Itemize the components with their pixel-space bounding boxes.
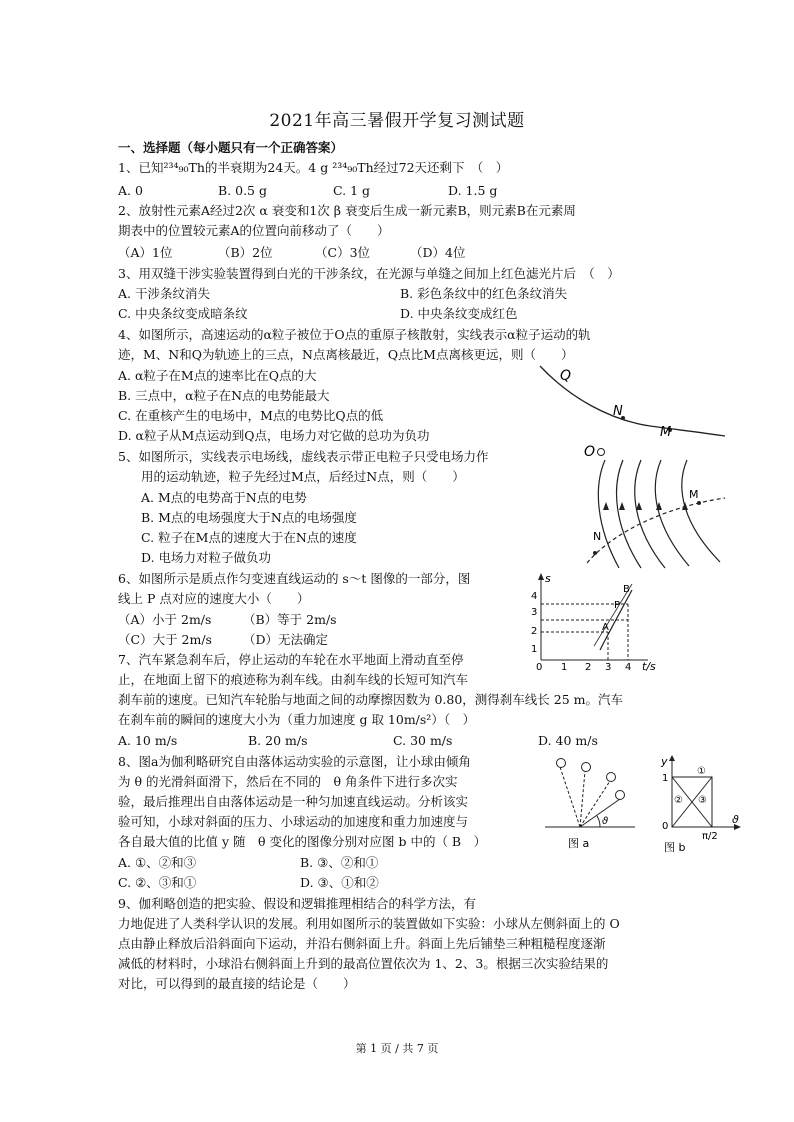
label-q: Q: [560, 368, 572, 384]
q8-stem-line3: 验，最后推理出自由落体运动是一种匀加速直线运动。分析该实: [118, 794, 469, 809]
q8-stem-line5: 各自最大值的比值 y 随 θ 变化的图像分别对应图 b 中的（ B ）: [118, 834, 487, 849]
label-m: M: [689, 488, 699, 501]
q8-figure-a: [540, 755, 640, 855]
q2-stem-line1: 2、放射性元素A经过2次 α 衰变和1次 β 衰变后生成一新元素B，则元素B在元素周: [118, 203, 576, 218]
figure-b-caption: 图 b: [664, 841, 686, 854]
point-n: [593, 551, 597, 555]
axis-label-theta: ϑ: [732, 813, 739, 826]
q4-stem-line1: 4、如图所示，高速运动的α粒子被位于O点的重原子核散射，实线表示α粒子运动的轨: [118, 327, 591, 342]
q6-stem-line1: 6、如图所示是质点作匀变速直线运动的 s～t 图像的一部分，图: [118, 571, 471, 586]
point-m: [697, 501, 701, 505]
point-a-label: A: [602, 622, 609, 633]
q7-option-c: C. 30 m/s: [393, 733, 453, 748]
q5-figure: [575, 458, 735, 573]
q7-stem-line3: 刹车前的速度。已知汽车轮胎与地面之间的动摩擦因数为 0.80，测得刹车线长 25 m。汽车: [118, 692, 624, 707]
incline-line: [560, 767, 580, 827]
q9-stem-line1: 9、伽利略创造的把实验、假设和逻辑推理相结合的科学方法，有: [118, 896, 476, 911]
curve-label-2: ②: [674, 795, 683, 806]
ball-icon: [557, 759, 566, 768]
arrow-icon: [682, 502, 688, 510]
q3-option-d: D. 中央条纹变成红色: [400, 306, 518, 321]
label-o: O: [584, 444, 596, 458]
ball-icon: [607, 773, 616, 782]
q2-stem-line2: 期表中的位置较元素A的位置向前移动了（ ）: [118, 223, 390, 238]
field-line: [682, 460, 720, 562]
q2-option-d: （D）4位: [410, 245, 466, 260]
origin-label: 0: [536, 662, 543, 672]
q1-stem: 1、已知²³⁴₉₀Th的半衰期为24天。4 g ²³⁴₉₀Th经过72天还剩下 （ ）: [118, 160, 509, 175]
q2-option-a: （A）1位: [118, 245, 173, 260]
point-p-label: P: [614, 600, 621, 611]
q6-option-d: （D）无法确定: [243, 632, 329, 647]
q1-option-d: D. 1.5 g: [448, 183, 498, 198]
q6-stem-line2: 线上 P 点对应的速度大小（ ）: [118, 591, 310, 606]
origin-label: 0: [662, 821, 669, 832]
q3-option-a: A. 干涉条纹消失: [118, 286, 210, 301]
y-tick-3: 3: [531, 607, 538, 618]
page-title: 2021年高三暑假开学复习测试题: [269, 111, 525, 131]
section-heading: 一、选择题（每小题只有一个正确答案）: [118, 140, 344, 155]
q8-stem-line1: 8、图a为伽利略研究自由落体运动实验的示意图，让小球由倾角: [118, 754, 471, 769]
angle-arc: [597, 816, 600, 827]
arrow-icon: [619, 502, 625, 510]
q5-option-c: C. 粒子在M点的速度大于在N点的速度: [141, 530, 357, 545]
q9-stem-line4: 减低的材料时，小球沿右侧斜面上升到的最高位置依次为 1、2、3。根据三次实验结果的: [118, 956, 609, 971]
q5-option-b: B. M点的电场强度大于N点的电场强度: [141, 510, 357, 525]
field-line: [655, 460, 689, 566]
q8-figure-b: [648, 755, 748, 855]
nucleus-o: [598, 449, 605, 456]
q3-stem: 3、用双缝干涉实验装置得到白光的干涉条纹，在光源与单缝之间加上红色滤光片后 （ ）: [118, 266, 620, 281]
page-footer: 第 1 页 / 共 7 页: [355, 1042, 439, 1055]
arrow-icon: [669, 755, 675, 761]
field-line: [635, 460, 665, 568]
q3-option-b: B. 彩色条纹中的红色条纹消失: [400, 286, 568, 301]
q9-stem-line5: 对比，可以得到的最直接的结论是（ ）: [118, 976, 356, 991]
q5-option-d: D. 电场力对粒子做负功: [141, 550, 272, 565]
label-n: N: [593, 530, 602, 543]
q4-stem-line2: 迹，M、N和Q为轨迹上的三点，N点离核最近，Q点比M点离核更远，则（ ）: [118, 347, 574, 362]
q2-option-b: （B）2位: [218, 245, 273, 260]
x-tick-3: 3: [605, 662, 612, 672]
q6-figure: [528, 572, 668, 672]
q4-option-a: A. α粒子在M点的速率比在Q点的大: [118, 368, 317, 383]
arrow-icon: [603, 502, 609, 510]
arrow-icon: [538, 573, 544, 580]
theta-label: ϑ: [602, 816, 609, 827]
q1-option-c: C. 1 g: [333, 183, 370, 198]
q7-stem-line2: 止，在地面上留下的痕迹称为刹车线。由刹车线的长短可知汽车: [118, 672, 469, 687]
q4-option-b: B. 三点中，α粒子在N点的电势能最大: [118, 388, 330, 403]
q7-option-a: A. 10 m/s: [118, 733, 178, 748]
y-tick-1: 1: [531, 644, 538, 655]
q2-option-c: （C）3位: [315, 245, 371, 260]
y-tick-1: 1: [662, 773, 669, 784]
q8-stem-line2: 为 θ 的光滑斜面滑下，然后在不同的 θ 角条件下进行多次实: [118, 774, 458, 789]
q6-option-a: （A）小于 2m/s: [118, 612, 212, 627]
q7-stem-line1: 7、汽车紧急刹车后，停止运动的车轮在水平地面上滑动直至停: [118, 652, 464, 667]
y-tick-4: 4: [531, 591, 538, 602]
q4-figure: [530, 358, 730, 458]
q4-option-c: C. 在重核产生的电场中，M点的电势比Q点的低: [118, 408, 384, 423]
label-m: M: [660, 425, 672, 440]
x-tick-2: 2: [585, 662, 592, 672]
q6-option-b: （B）等于 2m/s: [243, 612, 337, 627]
figure-a-caption: 图 a: [568, 837, 590, 850]
q7-option-b: B. 20 m/s: [248, 733, 308, 748]
point-b-label: B: [623, 584, 630, 595]
q3-option-c: C. 中央条纹变成暗条纹: [118, 306, 248, 321]
axis-label-t: t/s: [642, 660, 656, 672]
y-tick-2: 2: [531, 626, 538, 637]
q5-option-a: A. M点的电势高于N点的电势: [141, 490, 307, 505]
q8-option-c: C. ②、③和①: [118, 875, 197, 890]
q9-stem-line3: 点由静止释放后沿斜面向下运动，并沿右侧斜面上升。斜面上先后铺垫三种粗糙程度逐渐: [118, 936, 606, 951]
q6-option-c: （C）大于 2m/s: [118, 632, 212, 647]
x-tick-1: 1: [561, 662, 568, 672]
x-tick-pi-half: π/2: [702, 831, 718, 842]
axis-label-y: y: [661, 755, 668, 768]
ball-icon: [582, 763, 591, 772]
q8-option-b: B. ③、②和①: [300, 855, 379, 870]
q5-stem-line1: 5、如图所示，实线表示电场线，虚线表示带正电粒子只受电场力作: [118, 449, 489, 464]
q1-option-a: A. 0: [118, 183, 143, 198]
field-line: [598, 460, 619, 568]
x-tick-4: 4: [625, 662, 632, 672]
curve-label-1: ①: [697, 766, 706, 777]
ball-icon: [616, 791, 625, 800]
q8-option-d: D. ③、①和②: [300, 875, 379, 890]
q9-stem-line2: 力地促进了人类科学认识的发展。利用如图所示的装置做如下实验：小球从左侧斜面上的 O: [118, 916, 620, 931]
q5-stem-line2: 用的运动轨迹，粒子先经过M点，后经过N点，则（ ）: [141, 469, 465, 484]
q1-option-b: B. 0.5 g: [218, 183, 267, 198]
q8-stem-line4: 验可知，小球对斜面的压力、小球运动的加速度和重力加速度与: [118, 814, 469, 829]
q7-stem-line4: 在刹车前的瞬间的速度大小为（重力加速度 g 取 10m/s²）（ ）: [118, 712, 476, 727]
incline-line: [580, 771, 585, 827]
axis-label-s: s: [545, 572, 551, 585]
arrow-icon: [636, 502, 642, 510]
curve-label-3: ③: [698, 795, 707, 806]
label-n: N: [613, 404, 623, 419]
q4-option-d: D. α粒子从M点运动到Q点，电场力对它做的总功为负功: [118, 428, 430, 443]
q7-option-d: D. 40 m/s: [538, 733, 598, 748]
q8-option-a: A. ①、②和③: [118, 855, 197, 870]
